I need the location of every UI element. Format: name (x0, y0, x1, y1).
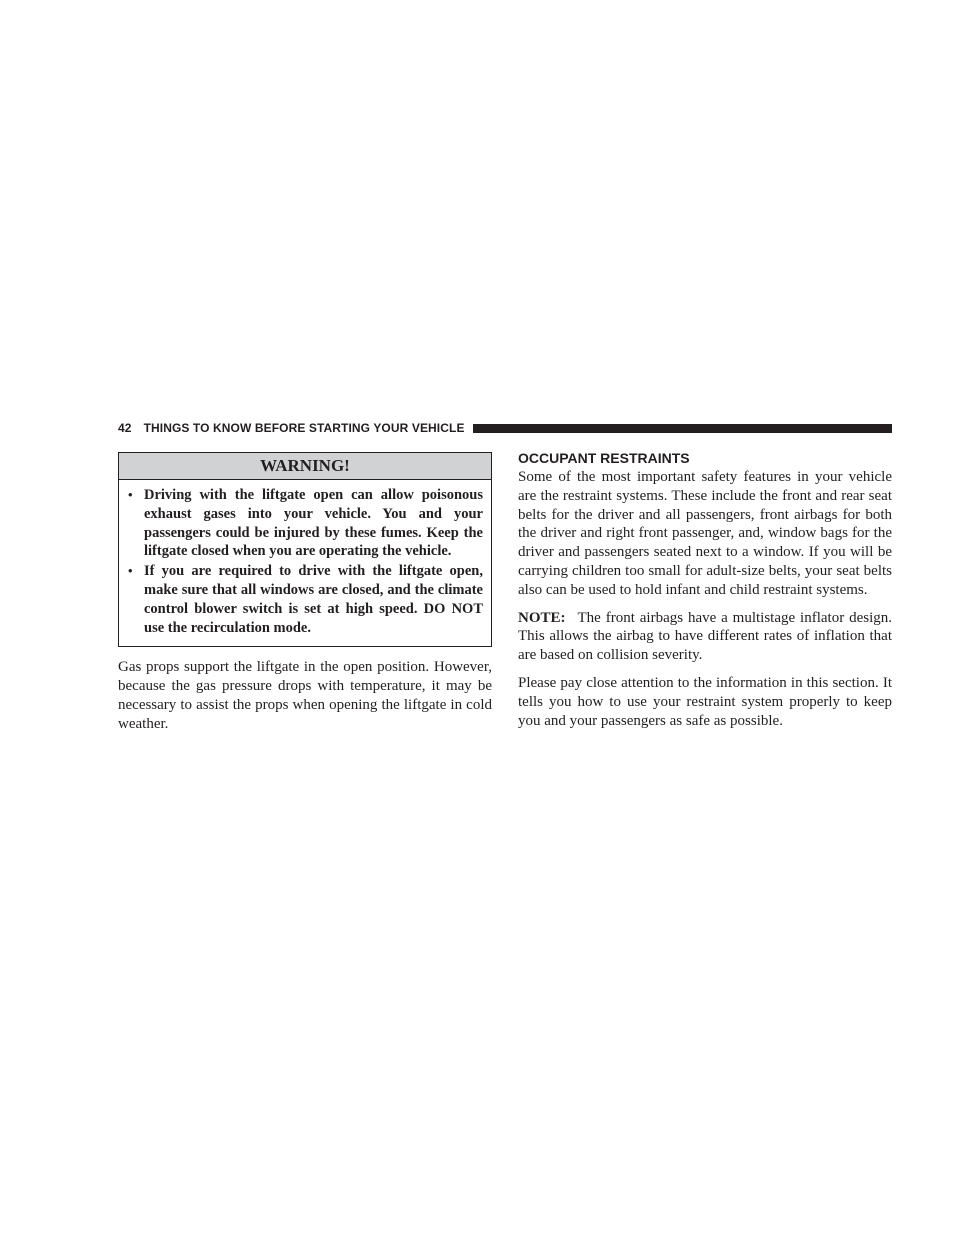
page-header (118, 419, 892, 437)
section-title: THINGS TO KNOW BEFORE STARTING YOUR VEHICLE (143, 421, 465, 435)
section-heading: OCCUPANT RESTRAINTS (518, 450, 690, 466)
warning-title: WARNING! (119, 453, 491, 480)
warning-list (119, 480, 491, 646)
note-paragraph (518, 609, 892, 665)
warning-item-text: Driving with the liftgate open can allow poisonous exhaust gases into your vehicle. You and your passengers could be injured by these fumes. Keep the liftgate closed when you are operating the vehicle. (144, 487, 483, 560)
page-number: 42 (118, 421, 132, 435)
right-column (518, 449, 892, 730)
bullet-icon: • (128, 563, 133, 579)
restraints-paragraph: Some of the most important safety features in your vehicle are the restraint systems. These include the front and rear seat belts for the driver and all passengers, front airbags for both the driver and right front passenger, and, window bags for the driver and passengers seated next to a window. If you will be carrying children too small for adult-size belts, your seat belts also can be used to hold infant and child restraint systems. (518, 469, 892, 598)
note-label: NOTE: (518, 609, 566, 626)
warning-item (127, 486, 483, 561)
note-text: The front airbags have a multistage inflator design. This allows the airbag to have different rates of inflation that are based on collision severity. (518, 609, 892, 664)
warning-item (127, 562, 483, 637)
bullet-icon: • (128, 487, 133, 502)
warning-box (118, 452, 492, 647)
header-rule (473, 424, 892, 433)
attention-paragraph: Please pay close attention to the information in this section. It tells you how to use your restraint system properly to keep you and your passengers as safe as possible. (518, 674, 892, 729)
left-column (118, 452, 492, 734)
warning-item-text: If you are required to drive with the liftgate open, make sure that all windows are closed, and the climate control blower switch is set at high speed. DO NOT use the recirculation mode. (144, 563, 483, 636)
gas-props-paragraph: Gas props support the liftgate in the open position. However, because the gas pressure drops with temperature, it may be necessary to assist the props when opening the liftgate in cold weather. (118, 659, 492, 732)
